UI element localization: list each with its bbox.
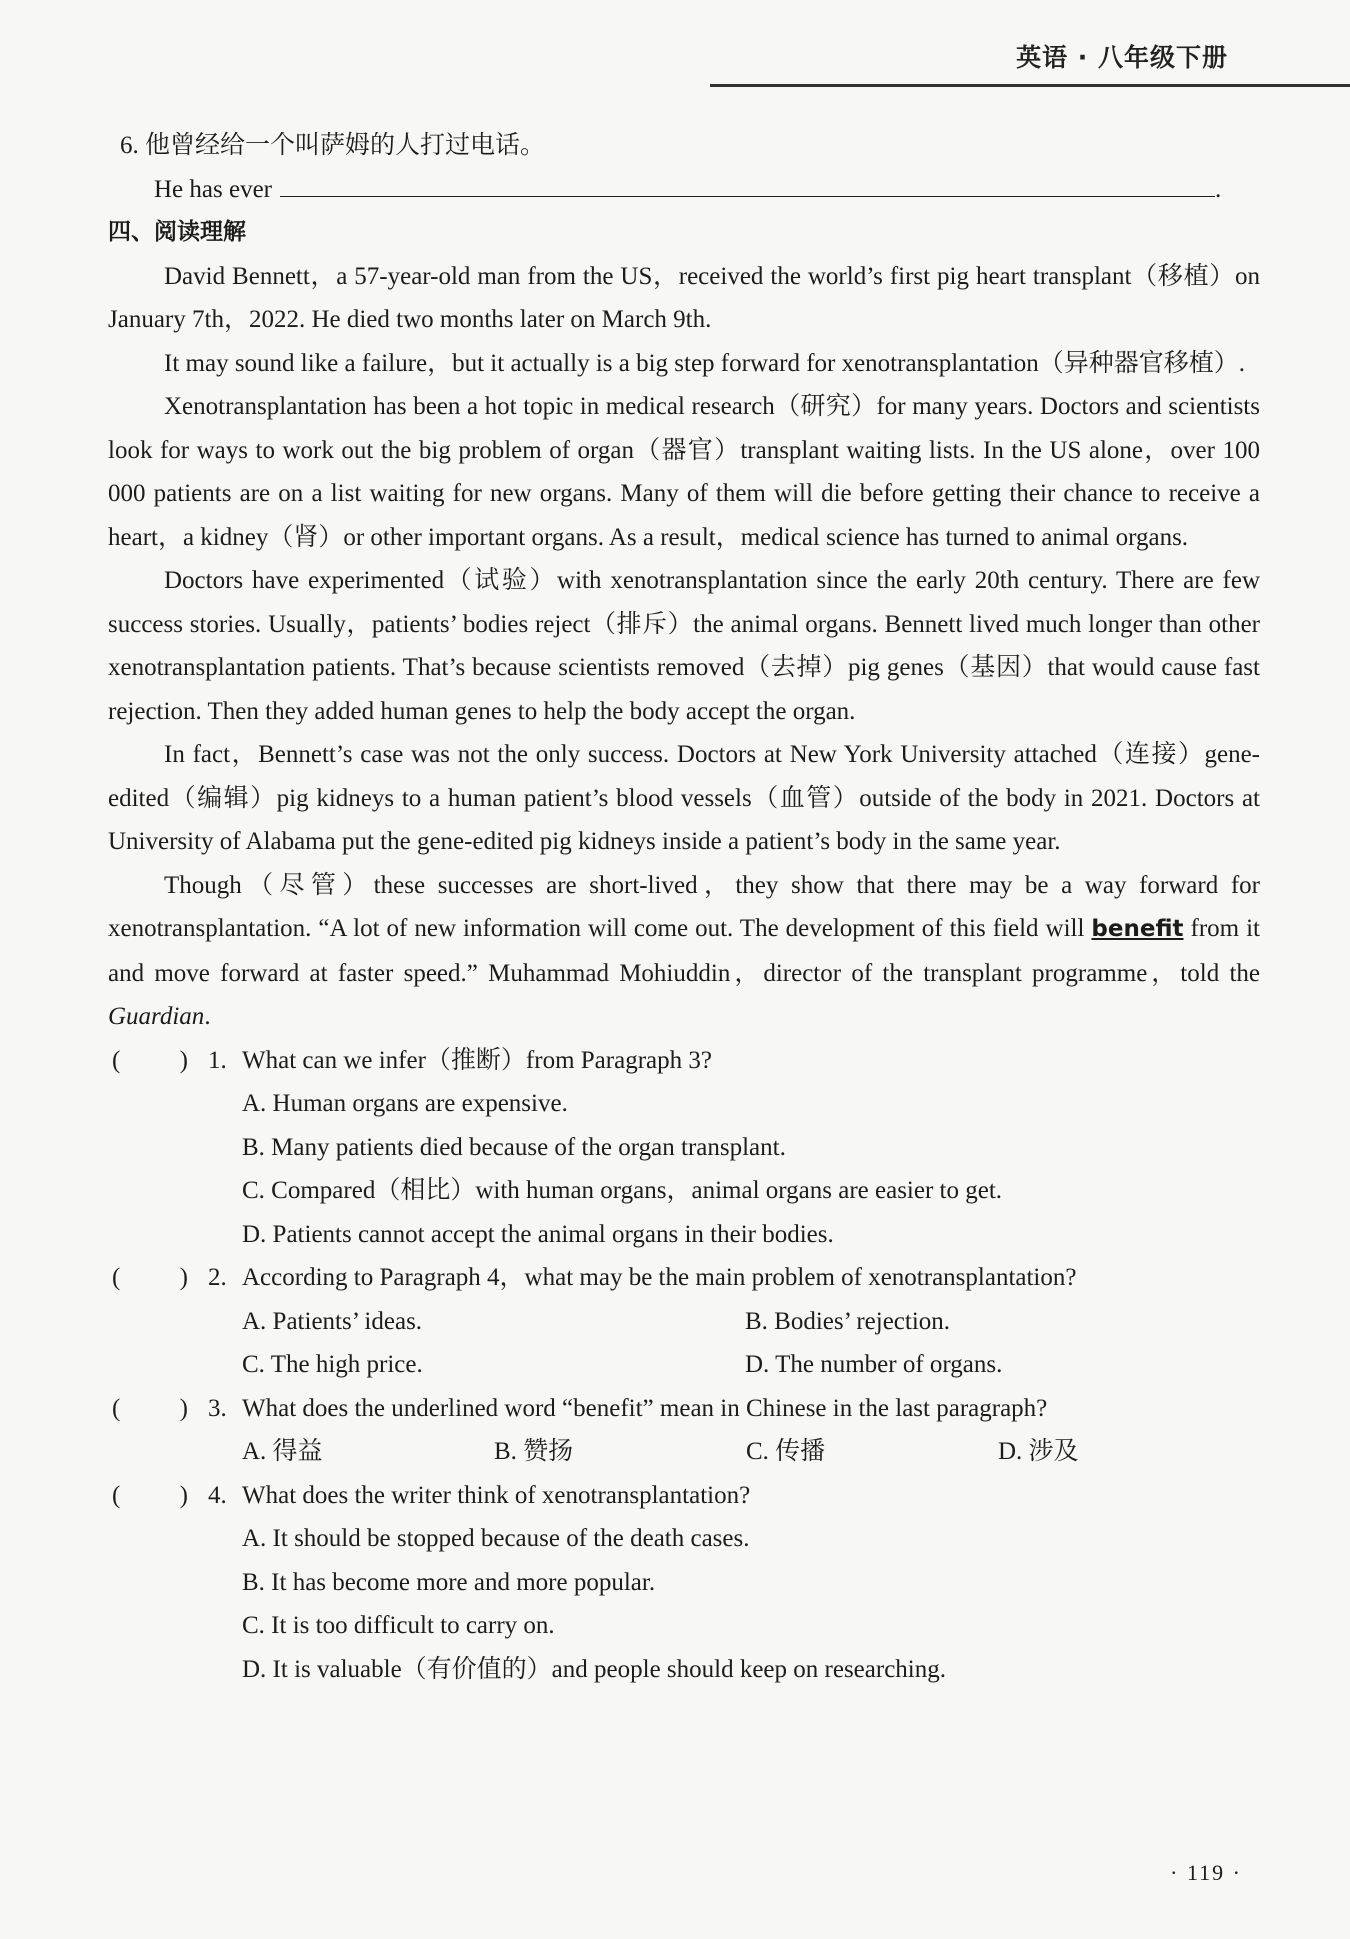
passage-paragraph-4: Doctors have experimented（试验）with xenotransplantation since the early 20th century. There are few success stories. Usually，patients’ bodies reject（排斥）the animal organs. Bennett lived much longer than other xenotransplantation patients. That’s because scientists removed（去掉）pig genes（基因）that would cause fast rejection. Then they added human genes to help the body accept the organ. — [108, 567, 1260, 725]
answer-blank[interactable] — [280, 170, 1215, 197]
header-rule — [710, 84, 1350, 87]
underlined-word: benefit — [1091, 916, 1184, 942]
question-number: 1. — [208, 1046, 227, 1074]
question-chinese: 他曾经给一个叫萨姆的人打过电话。 — [145, 132, 546, 159]
option-b: B. Bodies’ rejection. — [745, 1307, 951, 1335]
option-d: D. It is valuable（有价值的）and people should keep on researching. — [242, 1655, 946, 1683]
question-3-options — [108, 1430, 1260, 1474]
translation-question-6 — [108, 124, 1260, 168]
answer-parentheses[interactable]: ( ) — [112, 1046, 188, 1074]
question-4 — [108, 1474, 1260, 1518]
passage-paragraph-2: It may sound like a failure，but it actually is a big step forward for xenotransplantation（异种器官移植）. — [164, 349, 1246, 377]
option-c: C. Compared（相比）with human organs，animal organs are easier to get. — [242, 1177, 1003, 1204]
question-text: What can we infer（推断）from Paragraph 3? — [242, 1046, 712, 1074]
answer-parentheses[interactable]: ( ) — [112, 1264, 188, 1291]
question-4-options — [108, 1517, 1260, 1691]
section-title: 四、阅读理解 — [108, 219, 246, 245]
option-d: D. Patients cannot accept the animal organs in their bodies. — [242, 1220, 834, 1248]
question-number: 3. — [208, 1394, 227, 1422]
book-title: 英语 · 八年级下册 — [1016, 43, 1228, 72]
option-c: C. It is too difficult to carry on. — [242, 1612, 555, 1639]
question-number: 6. — [120, 132, 139, 159]
option-a: A. 得益 — [242, 1438, 323, 1465]
question-1-options — [108, 1082, 1260, 1256]
option-d: D. 涉及 — [998, 1438, 1079, 1465]
answer-parentheses[interactable]: ( ) — [112, 1394, 188, 1422]
answer-prompt: He has ever — [154, 175, 272, 203]
answer-parentheses[interactable]: ( ) — [112, 1481, 188, 1509]
question-3 — [108, 1387, 1260, 1431]
question-1 — [108, 1039, 1260, 1083]
question-2-options — [108, 1300, 1260, 1387]
source-name: Guardian — [108, 1003, 205, 1030]
option-b: B. 赞扬 — [494, 1438, 574, 1465]
passage-paragraph-5: In fact，Bennett’s case was not the only success. Doctors at New York University attached（连接）gene-edited（编辑）pig kidneys to a human patient’s blood vessels（血管）outside of the body in 2021. Doctors at University of Alabama put the gene-edited pig kidneys inside a patient’s body in the same year. — [108, 741, 1260, 855]
option-a: A. It should be stopped because of the death cases. — [242, 1525, 750, 1552]
option-b: B. It has become more and more popular. — [242, 1568, 656, 1596]
question-text: What does the underlined word “benefit” mean in Chinese in the last paragraph? — [242, 1394, 1048, 1422]
page-content — [108, 124, 1260, 1691]
option-c: C. 传播 — [746, 1438, 826, 1465]
question-text: What does the writer think of xenotransplantation? — [242, 1481, 751, 1509]
option-b: B. Many patients died because of the organ transplant. — [242, 1133, 786, 1161]
passage-paragraph-6: Though（尽管）these successes are short-lived，they show that there may be a way forward for xenotransplantation. “A lot of new information will come out. The development of this field will benefit from it and move forward at faster speed.” Muhammad Mohiuddin，director of the transplant programme，told the Guardian. — [108, 871, 1260, 1030]
option-d: D. The number of organs. — [745, 1351, 1003, 1378]
page-number: · 119 · — [1170, 1860, 1242, 1885]
question-text: According to Paragraph 4，what may be the main problem of xenotransplantation? — [242, 1264, 1077, 1291]
passage-paragraph-1: David Bennett，a 57-year-old man from the US，received the world’s first pig heart transplant（移植）on January 7th，2022. He died two months later on March 9th. — [108, 262, 1260, 333]
translation-answer-line: He has ever . — [108, 168, 1260, 212]
question-number: 2. — [208, 1264, 227, 1291]
passage-paragraph-3: Xenotransplantation has been a hot topic in medical research（研究）for many years. Doctors and scientists look for ways to work out the big problem of organ（器官）transplant waiting lists. In the US alone，over 100 000 patients are on a list waiting for new organs. Many of them will die before getting their chance to receive a heart，a kidney（肾）or other important organs. As a result，medical science has turned to animal organs. — [108, 393, 1260, 551]
question-2 — [108, 1256, 1260, 1300]
option-a: A. Human organs are expensive. — [242, 1090, 568, 1117]
option-a: A. Patients’ ideas. — [242, 1307, 423, 1335]
option-c: C. The high price. — [242, 1351, 423, 1378]
page-header — [710, 38, 1350, 87]
question-number: 4. — [208, 1481, 227, 1509]
